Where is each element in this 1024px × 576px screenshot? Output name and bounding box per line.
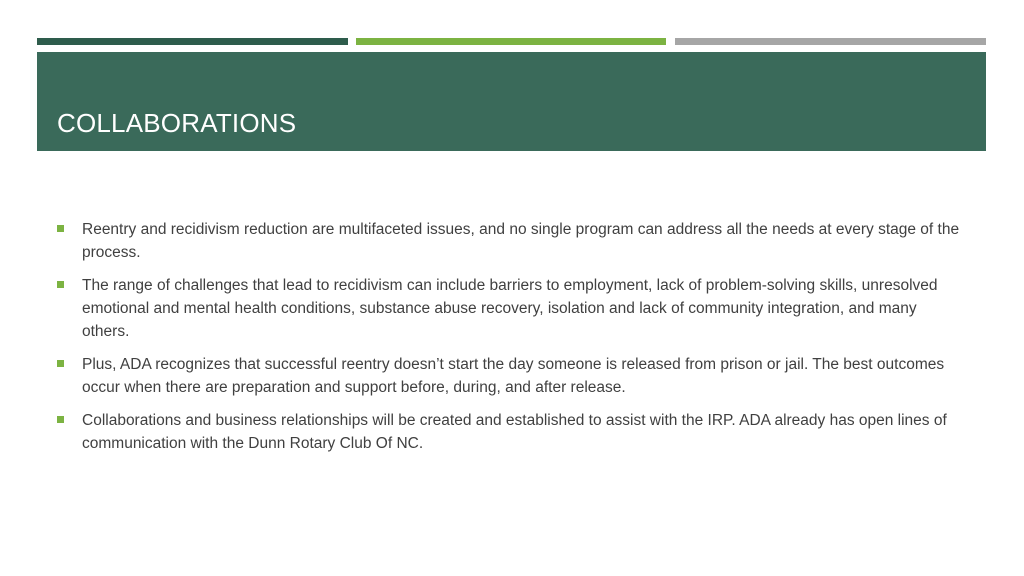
bullet-text: Collaborations and business relationships will be created and established to assist with the IRP. ADA already has open lines of communication with the Dunn Rotary Club Of NC. (82, 412, 947, 452)
accent-bar-dark-green (37, 38, 348, 45)
bullet-item (57, 274, 967, 343)
bullet-item (57, 218, 967, 264)
bullet-text: Plus, ADA recognizes that successful reentry doesn’t start the day someone is released from prison or jail. The best outcomes occur when there are preparation and support before, during, and after release. (82, 356, 945, 396)
slide-title: COLLABORATIONS (57, 108, 297, 138)
square-bullet-icon (57, 281, 64, 288)
accent-bar-gray (675, 38, 986, 45)
square-bullet-icon (57, 225, 64, 232)
square-bullet-icon (57, 416, 64, 423)
bullet-list (57, 218, 967, 465)
bullet-text: Reentry and recidivism reduction are multifaceted issues, and no single program can address all the needs at every stage of the process. (82, 221, 960, 261)
bullet-text: The range of challenges that lead to recidivism can include barriers to employment, lack of problem-solving skills, unresolved emotional and mental health conditions, substance abuse recovery, isolation and lack of community integration, and many others. (82, 277, 938, 340)
title-band (37, 52, 986, 151)
square-bullet-icon (57, 360, 64, 367)
bullet-item (57, 409, 967, 455)
accent-bar-light-green (356, 38, 666, 45)
bullet-item (57, 353, 967, 399)
